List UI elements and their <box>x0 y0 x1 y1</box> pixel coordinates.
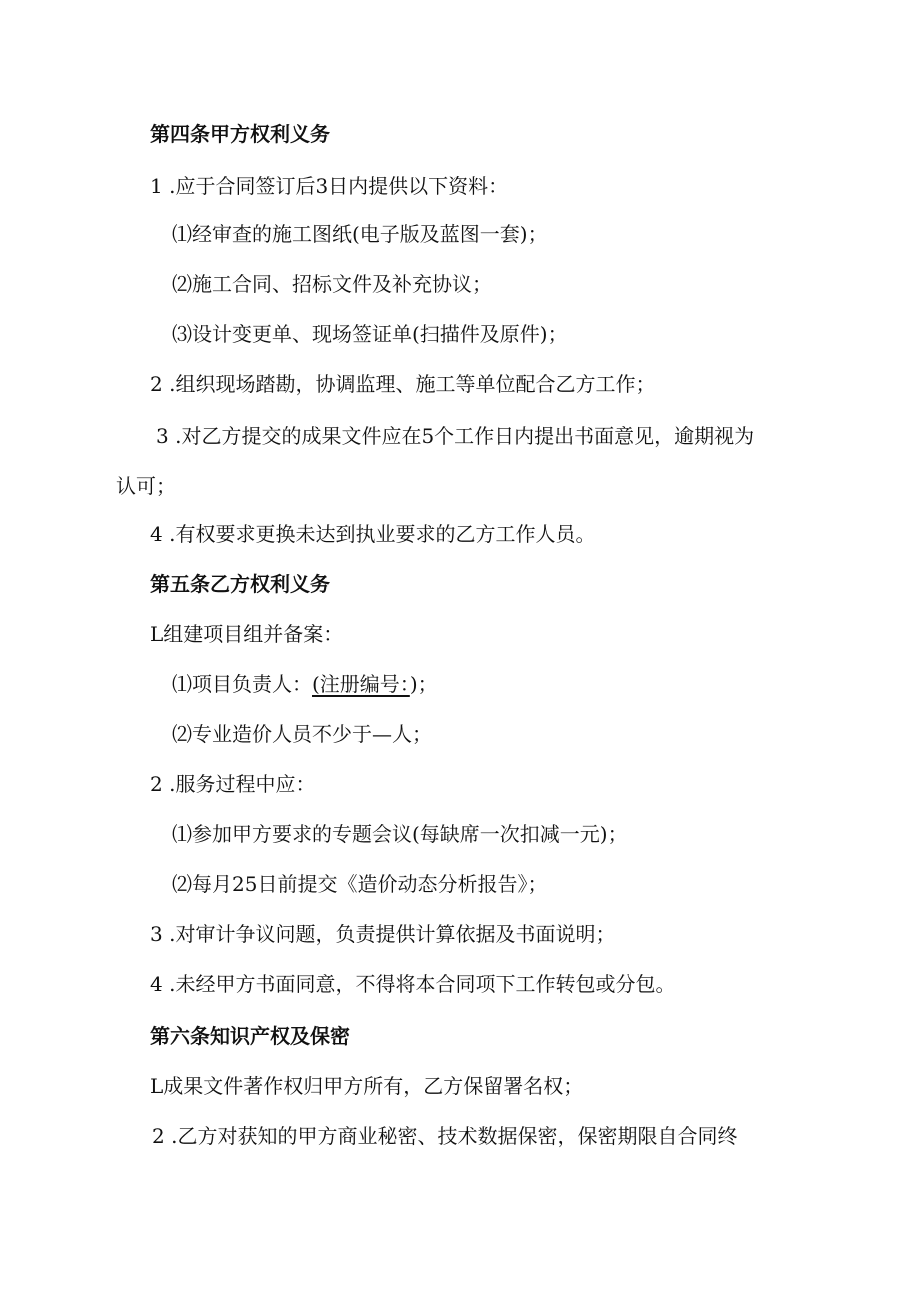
article-5-item-4: 4 .未经甲方书面同意，不得将本合同项下工作转包或分包。 <box>150 972 676 996</box>
article-4-item-3-cont: 认可； <box>116 474 176 498</box>
article-5-item-1-2: ⑵专业造价人员不少于—人； <box>172 722 432 746</box>
article-4-title: 第四条甲方权利义务 <box>150 122 330 146</box>
article-5-item-1-1 <box>172 670 438 698</box>
article-5-item-2: 2 .服务过程中应： <box>150 772 316 796</box>
article-5-item-3: 3 .对审计争议问题，负责提供计算依据及书面说明； <box>150 922 616 946</box>
article-5-item-2-2: ⑵每月25日前提交《造价动态分析报告》； <box>172 872 548 896</box>
article-6-title: 第六条知识产权及保密 <box>150 1024 350 1048</box>
article-4-item-2: 2 .组织现场踏勘，协调监理、施工等单位配合乙方工作； <box>150 372 656 396</box>
article-4-item-1-3: ⑶设计变更单、现场签证单(扫描件及原件)； <box>172 322 568 346</box>
article-6-item-1: L成果文件著作权归甲方所有，乙方保留署名权； <box>150 1074 584 1098</box>
article-5-title: 第五条乙方权利义务 <box>150 572 330 596</box>
article-5-item-2-1: ⑴参加甲方要求的专题会议(每缺席一次扣减一元)； <box>172 822 628 846</box>
project-lead-label: ⑴项目负责人： <box>172 672 312 696</box>
article-5-item-1: L组建项目组并备案： <box>150 622 344 646</box>
article-4-item-4: 4 .有权要求更换未达到执业要求的乙方工作人员。 <box>150 522 596 546</box>
project-lead-suffix: )； <box>409 672 438 696</box>
article-4-item-1-2: ⑵施工合同、招标文件及补充协议； <box>172 272 492 296</box>
article-4-item-1: 1 .应于合同签订后3日内提供以下资料： <box>150 174 509 198</box>
article-4-item-3: 3 .对乙方提交的成果文件应在5个工作日内提出书面意见，逾期视为 <box>156 424 755 448</box>
article-6-item-2: 2 .乙方对获知的甲方商业秘密、技术数据保密，保密期限自合同终 <box>152 1124 738 1148</box>
registration-number-blank: (注册编号： <box>312 672 410 696</box>
article-4-item-1-1: ⑴经审查的施工图纸(电子版及蓝图一套)； <box>172 222 548 246</box>
